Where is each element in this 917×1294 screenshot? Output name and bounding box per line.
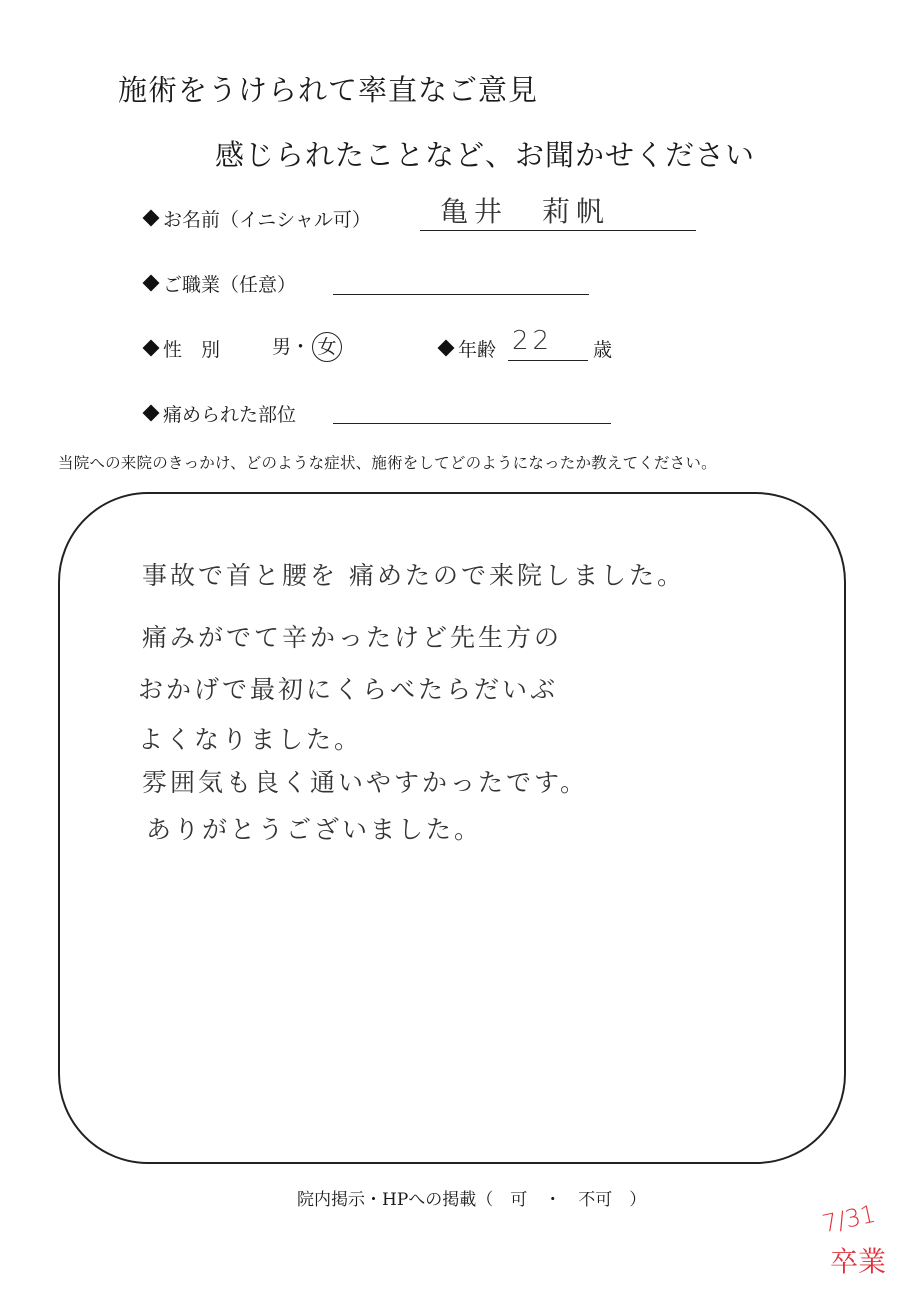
comment-line-5: 雰囲気も良く通いやすかったです。 bbox=[142, 768, 589, 797]
age-field-value[interactable]: 22 bbox=[512, 326, 554, 356]
diamond-bullet-icon bbox=[143, 275, 160, 292]
publication-consent: 院内掲示・HPへの掲載（ 可 ・ 不可 ） bbox=[297, 1190, 647, 1210]
comment-line-1: 事故で首と腰を 痛めたので来院しました。 bbox=[142, 561, 685, 590]
stamp-date: 7/31 bbox=[819, 1199, 879, 1239]
diamond-bullet-icon bbox=[438, 340, 455, 357]
stamp-note: 卒業 bbox=[830, 1245, 887, 1278]
diamond-bullet-icon bbox=[143, 210, 160, 227]
gender-option-male[interactable]: 男 bbox=[272, 336, 292, 358]
gender-field-label: 性 別 bbox=[145, 335, 220, 362]
comment-line-6: ありがとうございました。 bbox=[146, 815, 483, 844]
occupation-field-underline bbox=[333, 294, 589, 295]
affected-area-field-underline bbox=[333, 423, 611, 424]
form-title-line2: 感じられたことなど、お聞かせください bbox=[215, 138, 756, 172]
affected-area-field-label: 痛められた部位 bbox=[145, 400, 296, 427]
age-unit: 歳 bbox=[593, 339, 613, 361]
gender-option-female-circled[interactable]: 女 bbox=[312, 332, 342, 362]
comment-instructions: 当院への来院のきっかけ、どのような症状、施術をしてどのようになったか教えてください。 bbox=[58, 454, 717, 472]
name-field-label: お名前（イニシャル可） bbox=[145, 205, 371, 232]
gender-separator: ・ bbox=[291, 336, 311, 358]
diamond-bullet-icon bbox=[143, 405, 160, 422]
name-field-underline bbox=[420, 230, 696, 231]
gender-options bbox=[272, 332, 342, 362]
age-field-underline bbox=[508, 360, 588, 361]
age-field-label: 年齢 bbox=[440, 335, 496, 362]
comment-line-4: よくなりました。 bbox=[138, 725, 363, 754]
occupation-field-label: ご職業（任意） bbox=[145, 270, 296, 297]
diamond-bullet-icon bbox=[143, 340, 160, 357]
name-field-value[interactable]: 亀井 莉帆 bbox=[440, 195, 611, 228]
form-title-line1: 施術をうけられて率直なご意見 bbox=[118, 73, 539, 107]
comment-line-3: おかげで最初にくらべたらだいぶ bbox=[138, 675, 559, 704]
comment-line-2: 痛みがでて辛かったけど先生方の bbox=[142, 623, 563, 652]
